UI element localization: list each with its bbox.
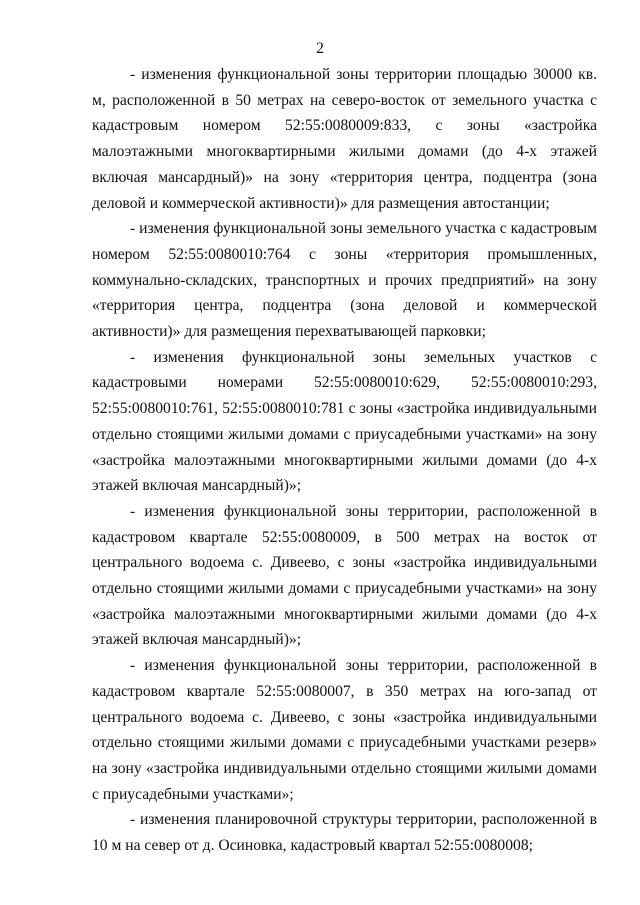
paragraph-1: - изменения функциональной зоны территории площадью 30000 кв. м, расположенной в 50 метрах на северо-восток от земельного участка с кадастровым номером 52:55:0080009:833, с зоны «застройка малоэтажными многоквартирными жилыми домами (до 4-х этажей включая мансардный)» на зону «территория центра, подцентра (зона деловой и коммерческой активности)» для размещения автостанции;	[92, 66, 597, 212]
paragraph-2: - изменения функциональной зоны земельного участка с кадастровым номером 52:55:0080010:764 с зоны «территория промышленных, коммунально-складских, транспортных и прочих предприятий» на зону «территория центра, подцентра (зона деловой и коммерческой активности)» для размещения перехватывающей парковки;	[92, 220, 597, 341]
paragraph-5: - изменения функциональной зоны территории, расположенной в кадастровом квартале 52:55:0080007, в 350 метрах на юго-запад от центрального водоема с. Дивеево, с зоны «застройка индивидуальными отдельно стоящими жилыми домами с приусадебными участками резерв» на зону «застройка индивидуальными отдельно стоящими жилыми домами с приусадебными участками»;	[92, 657, 597, 803]
page-number: 2	[316, 40, 324, 57]
paragraph-4: - изменения функциональной зоны территории, расположенной в кадастровом квартале 52:55:0080009, в 500 метрах на восток от центрального водоема с. Дивеево, с зоны «застройка индивидуальными отдельно стоящими жилыми домами с приусадебными участками» на зону «застройка малоэтажными многоквартирными жилыми домами (до 4-х этажей включая мансардный)»;	[92, 502, 597, 649]
document-body	[92, 62, 597, 859]
paragraph-6: - изменения планировочной структуры территории, расположенной в 10 м на север от д. Осиновка, кадастровый квартал 52:55:0080008;	[92, 811, 597, 855]
paragraph-3: - изменения функциональной зоны земельных участков с кадастровыми номерами 52:55:0080010:629, 52:55:0080010:293, 52:55:0080010:761, 52:55:0080010:781 с зоны «застройка индивидуальными отдельно стоящими жилыми домами с приусадебными участками» на зону «застройка малоэтажными многоквартирными жилыми домами (до 4-х этажей включая мансардный)»;	[92, 348, 597, 495]
